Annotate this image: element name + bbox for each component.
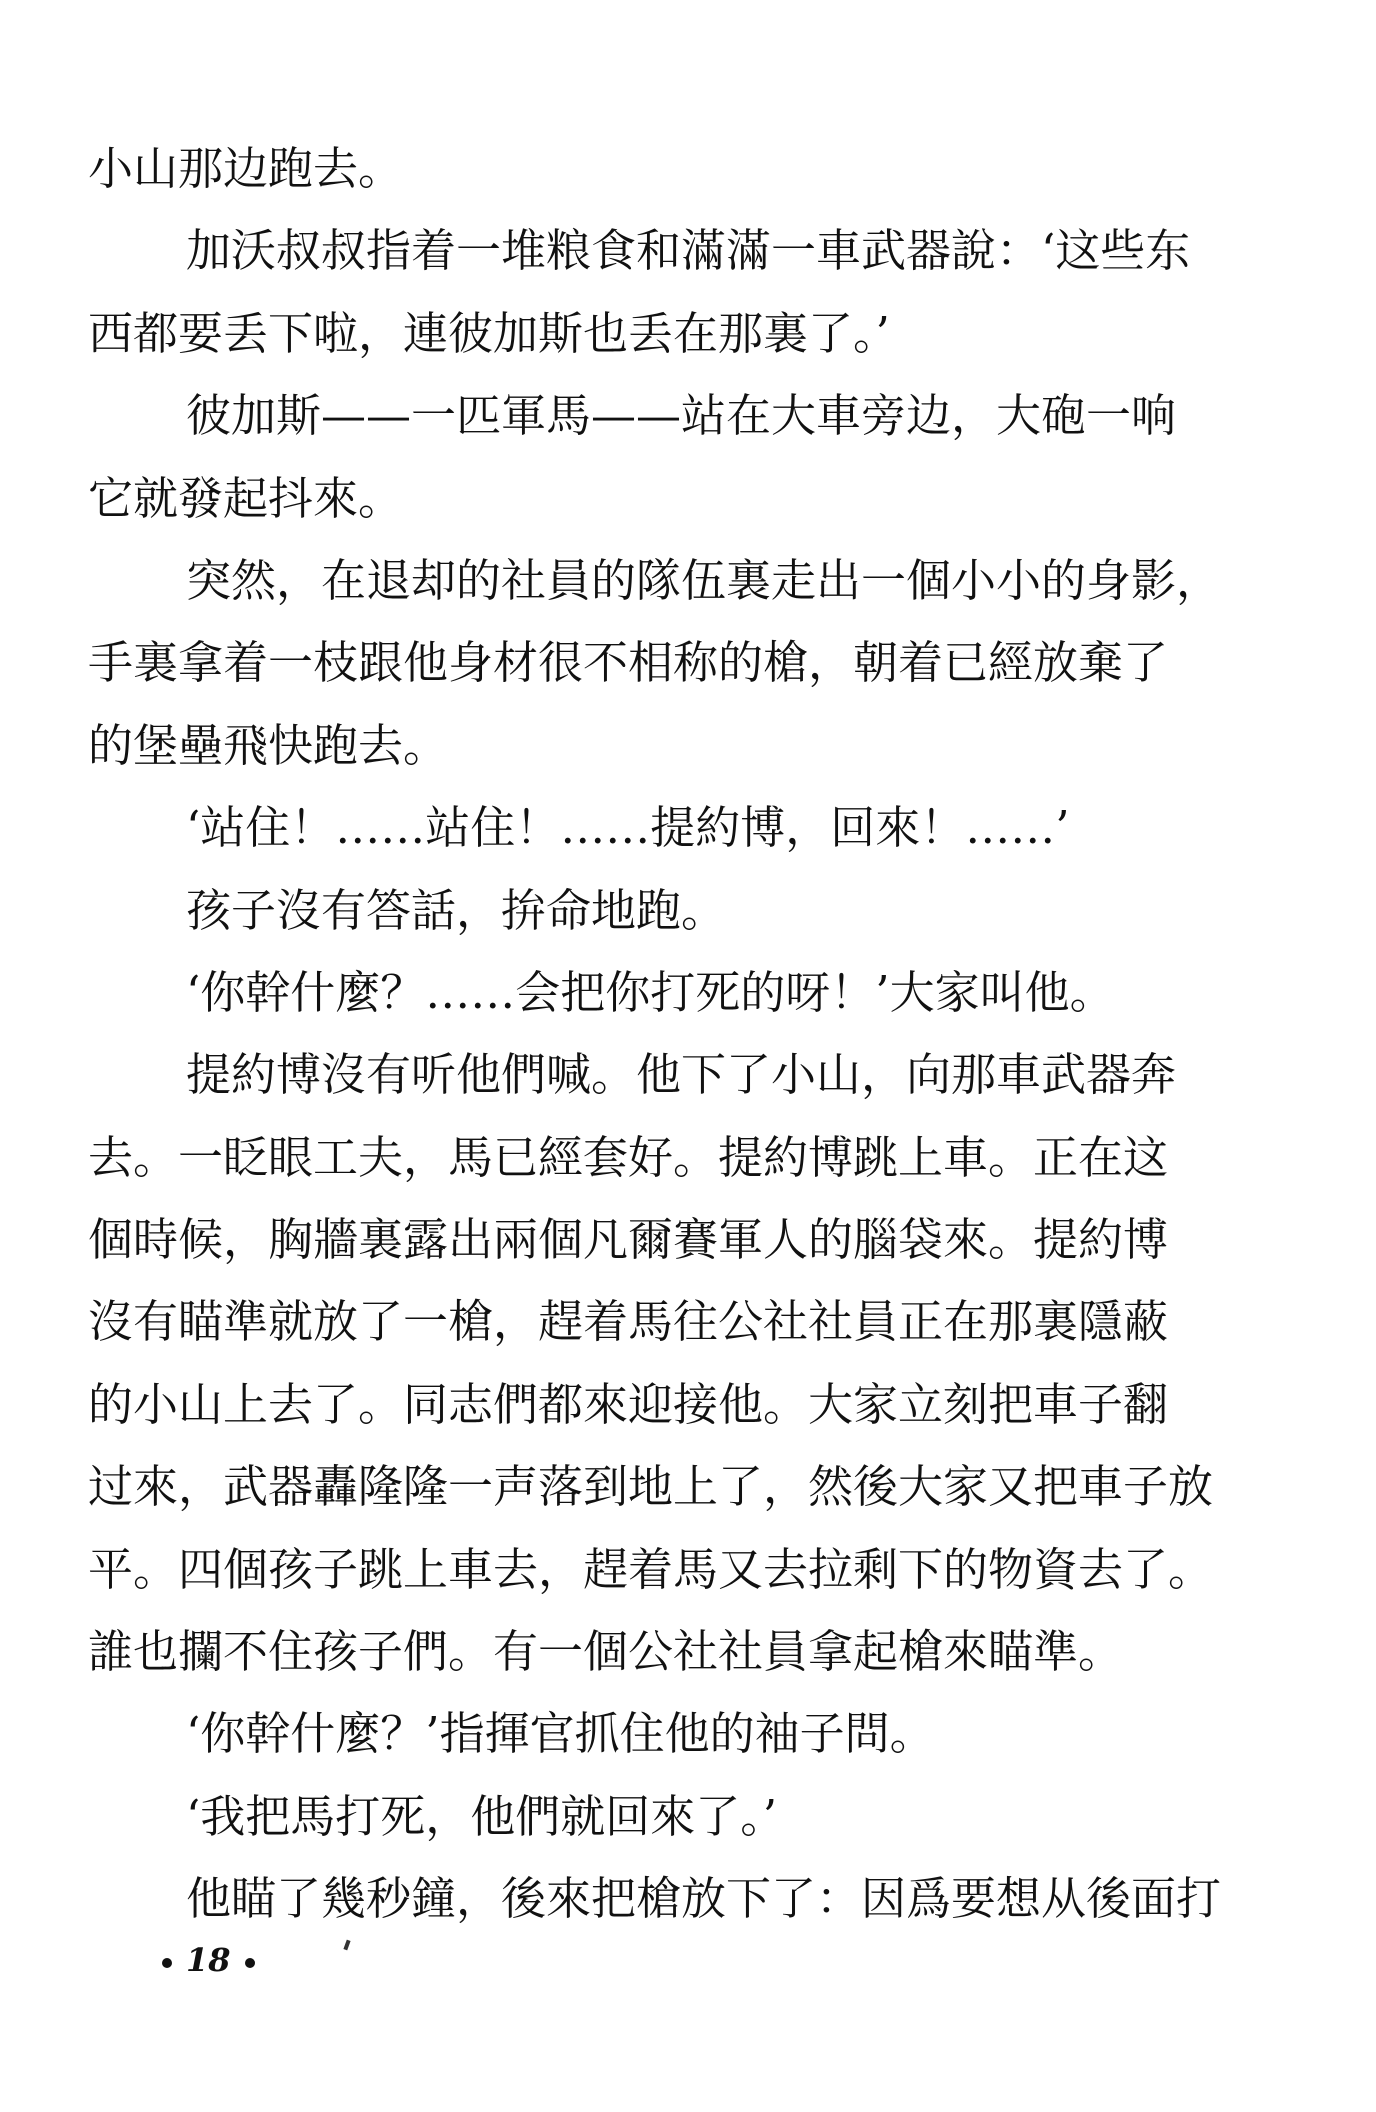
text-line: 西都要丢下啦，連彼加斯也丢在那裏了。’ <box>88 306 890 360</box>
text-line: ‘站住！……站住！……提約博，回來！……’ <box>186 801 1070 855</box>
bullet-dot-right <box>245 1958 255 1968</box>
text-line: 突然，在退却的社員的隊伍裏走出一個小小的身影， <box>186 553 1222 607</box>
body-text <box>88 128 1268 1941</box>
ink-speck <box>343 1940 350 1951</box>
text-line: 它就發起抖來。 <box>88 471 404 525</box>
text-line: 平。四個孩子跳上車去，趕着馬又去拉剩下的物資去了。 <box>88 1542 1214 1596</box>
text-line: 孩子沒有答話，拚命地跑。 <box>186 883 727 937</box>
text-line: 他瞄了幾秒鐘，後來把槍放下了：因爲要想从後面打 <box>186 1872 1222 1926</box>
page-footer <box>148 1940 269 1980</box>
text-line: 提約博沒有听他們喊。他下了小山，向那車武器奔 <box>186 1048 1177 1102</box>
text-line: 手裏拿着一枝跟他身材很不相称的槍，朝着已經放棄了 <box>88 636 1169 690</box>
text-line: 彼加斯——一匹軍馬——站在大車旁边，大砲一响 <box>186 389 1177 443</box>
text-line: ‘你幹什麼？’指揮官抓住他的袖子問。 <box>186 1707 935 1761</box>
bullet-dot-left <box>162 1958 172 1968</box>
text-line: 加沃叔叔指着一堆粮食和滿滿一車武器說：‘这些东 <box>186 224 1191 278</box>
text-line: 去。一眨眼工夫，馬已經套好。提約博跳上車。正在这 <box>88 1130 1169 1184</box>
text-line: ‘我把馬打死，他們就回來了。’ <box>186 1789 778 1843</box>
text-line: 小山那边跑去。 <box>88 142 404 195</box>
text-line: 的堡壘飛快跑去。 <box>88 718 449 772</box>
text-line: 过來，武器轟隆隆一声落到地上了，然後大家又把車子放 <box>88 1460 1214 1514</box>
text-line: 個時候，胸牆裏露出兩個凡爾賽軍人的腦袋來。提約博 <box>88 1213 1169 1267</box>
text-line: 的小山上去了。同志們都來迎接他。大家立刻把車子翻 <box>88 1377 1169 1431</box>
page-number: 18 <box>186 1941 231 1979</box>
text-line: 沒有瞄準就放了一槍，趕着馬往公社社員正在那裏隱蔽 <box>88 1295 1169 1349</box>
text-line: ‘你幹什麼？……会把你打死的呀！’大家叫他。 <box>186 965 1115 1019</box>
text-line: 誰也攔不住孩子們。有一個公社社員拿起槍來瞄準。 <box>88 1625 1124 1679</box>
